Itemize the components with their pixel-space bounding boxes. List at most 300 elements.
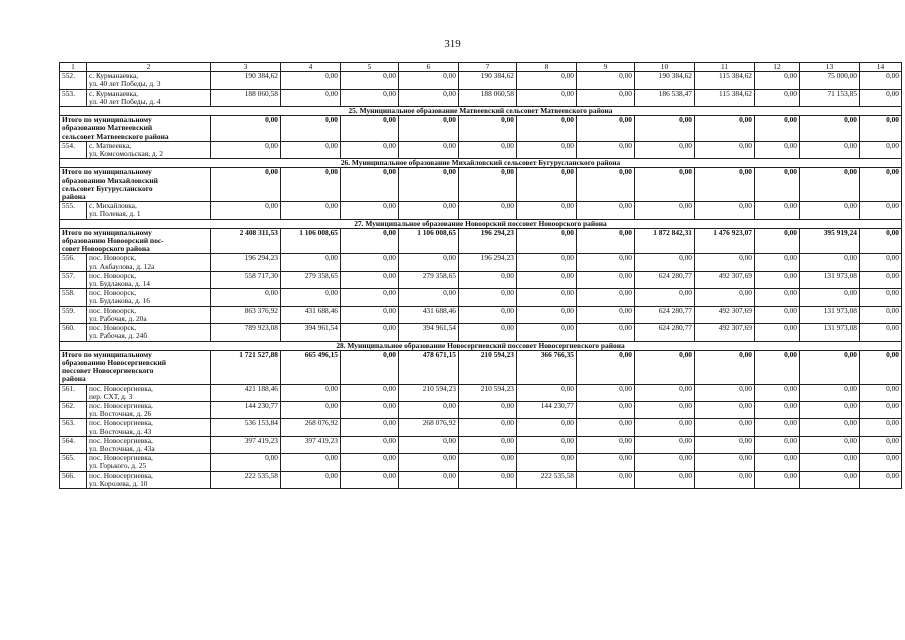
column-header: 6	[399, 63, 459, 72]
total-label-line: образованию Новоорский пос-	[62, 236, 164, 246]
value-cell: 0,00	[399, 471, 459, 488]
value-cell: 0,00	[800, 471, 860, 488]
value-cell: 0,00	[800, 419, 860, 436]
value-cell: 0,00	[399, 401, 459, 418]
total-value-cell: 0,00	[860, 168, 902, 202]
total-value-cell: 366 766,35	[517, 350, 577, 384]
total-value-cell: 0,00	[341, 168, 399, 202]
address-cell	[87, 141, 211, 158]
total-label	[60, 168, 211, 202]
address-cell	[87, 72, 211, 89]
column-header: 9	[577, 63, 635, 72]
value-cell: 0,00	[341, 471, 399, 488]
total-label-line: района	[62, 192, 86, 202]
value-cell: 0,00	[860, 324, 902, 341]
address-line: пос. Новосергиевка,	[89, 418, 153, 428]
address-cell	[87, 271, 211, 288]
value-cell: 0,00	[635, 384, 695, 401]
row-number: 552.	[60, 72, 87, 89]
address-line: пос. Новоорск,	[89, 271, 137, 280]
total-value-cell: 0,00	[341, 350, 399, 384]
total-value-cell: 0,00	[517, 228, 577, 254]
value-cell: 210 594,23	[399, 384, 459, 401]
value-cell: 0,00	[577, 271, 635, 288]
value-cell: 0,00	[755, 419, 800, 436]
value-cell: 0,00	[281, 454, 341, 471]
total-label-line: образованию Михайловский	[62, 175, 158, 185]
total-value-cell: 0,00	[517, 116, 577, 142]
value-cell: 492 307,69	[695, 324, 755, 341]
table-row	[60, 471, 902, 488]
total-label	[60, 350, 211, 384]
address-line: ул. 40 лет Победы, д. 3	[89, 79, 161, 89]
row-number: 559.	[60, 306, 87, 323]
address-line: ул. Горького, д. 25	[89, 461, 147, 471]
value-cell: 0,00	[341, 436, 399, 453]
address-cell	[87, 202, 211, 219]
address-cell	[87, 289, 211, 306]
total-value-cell: 0,00	[695, 168, 755, 202]
address-cell	[87, 324, 211, 341]
value-cell: 0,00	[211, 289, 281, 306]
column-header: 12	[755, 63, 800, 72]
address-line: ул. Полевая, д. 1	[89, 209, 141, 219]
column-header: 3	[211, 63, 281, 72]
value-cell: 0,00	[459, 202, 517, 219]
total-label-line: Итого по муниципальному	[62, 228, 152, 237]
total-value-cell: 0,00	[577, 116, 635, 142]
value-cell: 0,00	[800, 289, 860, 306]
column-header: 2	[87, 63, 211, 72]
value-cell: 0,00	[695, 141, 755, 158]
value-cell: 0,00	[860, 254, 902, 271]
address-cell	[87, 436, 211, 453]
value-cell: 0,00	[341, 89, 399, 106]
value-cell: 0,00	[860, 141, 902, 158]
value-cell: 0,00	[459, 454, 517, 471]
column-header: 1	[60, 63, 87, 72]
value-cell: 0,00	[755, 254, 800, 271]
address-cell	[87, 254, 211, 271]
value-cell: 0,00	[459, 324, 517, 341]
total-value-cell: 1 872 842,31	[635, 228, 695, 254]
value-cell: 0,00	[517, 419, 577, 436]
value-cell: 0,00	[860, 289, 902, 306]
value-cell: 536 153,84	[211, 419, 281, 436]
total-value-cell: 1 476 923,07	[695, 228, 755, 254]
total-row	[60, 350, 902, 384]
address-line: ул. Комсомольская, д. 2	[89, 149, 163, 159]
row-number: 558.	[60, 289, 87, 306]
value-cell: 0,00	[459, 419, 517, 436]
column-header: 7	[459, 63, 517, 72]
value-cell: 0,00	[860, 419, 902, 436]
total-value-cell: 0,00	[459, 168, 517, 202]
value-cell: 144 230,77	[211, 401, 281, 418]
value-cell: 0,00	[755, 141, 800, 158]
value-cell: 0,00	[517, 436, 577, 453]
value-cell: 0,00	[399, 254, 459, 271]
value-cell: 0,00	[800, 436, 860, 453]
value-cell: 0,00	[341, 384, 399, 401]
value-cell: 0,00	[281, 141, 341, 158]
total-label-line: сельсовет Матвеевского района	[62, 131, 169, 141]
total-value-cell: 0,00	[695, 116, 755, 142]
address-line: пос. Новосергиевка,	[89, 401, 153, 410]
value-cell: 0,00	[281, 72, 341, 89]
value-cell: 0,00	[577, 202, 635, 219]
total-label-line: Итого по муниципальному	[62, 350, 152, 359]
value-cell: 0,00	[635, 254, 695, 271]
total-value-cell: 0,00	[800, 350, 860, 384]
value-cell: 0,00	[341, 141, 399, 158]
value-cell: 0,00	[635, 141, 695, 158]
total-value-cell: 0,00	[211, 116, 281, 142]
total-label	[60, 116, 211, 142]
value-cell: 0,00	[755, 289, 800, 306]
value-cell: 0,00	[577, 289, 635, 306]
column-header: 5	[341, 63, 399, 72]
address-cell	[87, 471, 211, 488]
column-number-row	[60, 63, 902, 72]
table-row	[60, 419, 902, 436]
value-cell: 0,00	[860, 72, 902, 89]
address-line: пос. Новоорск,	[89, 306, 137, 315]
value-cell: 0,00	[341, 401, 399, 418]
value-cell: 0,00	[517, 324, 577, 341]
address-line: ул. Рабочая, д. 24б	[89, 331, 148, 341]
value-cell: 492 307,69	[695, 271, 755, 288]
value-cell: 0,00	[341, 306, 399, 323]
row-number: 562.	[60, 401, 87, 418]
section-title: 26. Муниципальное образование Михайловский сельсовет Бугурусланского района	[60, 159, 902, 168]
total-value-cell: 0,00	[459, 116, 517, 142]
total-value-cell: 0,00	[577, 350, 635, 384]
value-cell: 131 973,08	[800, 271, 860, 288]
row-number: 564.	[60, 436, 87, 453]
value-cell: 0,00	[577, 72, 635, 89]
address-line: пос. Новоорск,	[89, 288, 137, 298]
value-cell: 0,00	[517, 384, 577, 401]
address-line: пос. Новосергиевка,	[89, 453, 153, 463]
value-cell: 0,00	[281, 89, 341, 106]
section-heading-row	[60, 341, 902, 350]
table-row	[60, 289, 902, 306]
section-heading-row	[60, 219, 902, 228]
value-cell: 0,00	[517, 454, 577, 471]
value-cell: 0,00	[517, 289, 577, 306]
value-cell: 0,00	[577, 419, 635, 436]
value-cell: 624 280,77	[635, 306, 695, 323]
row-number: 555.	[60, 202, 87, 219]
value-cell: 0,00	[860, 436, 902, 453]
value-cell: 0,00	[281, 202, 341, 219]
value-cell: 0,00	[517, 271, 577, 288]
value-cell: 0,00	[517, 202, 577, 219]
total-row	[60, 116, 902, 142]
value-cell: 0,00	[755, 89, 800, 106]
total-label-line: поссовет Новосергиевского	[62, 366, 154, 376]
value-cell: 0,00	[695, 384, 755, 401]
address-line: ул. Восточная, д. 43	[89, 426, 152, 436]
value-cell: 0,00	[755, 454, 800, 471]
value-cell: 0,00	[695, 289, 755, 306]
total-value-cell: 2 408 311,53	[211, 228, 281, 254]
value-cell: 0,00	[399, 141, 459, 158]
address-line: с. Матвеевка,	[89, 141, 131, 150]
value-cell: 0,00	[695, 471, 755, 488]
value-cell: 0,00	[755, 436, 800, 453]
table-body	[60, 72, 902, 489]
address-line: с. Курманаевка,	[89, 89, 139, 98]
column-header: 8	[517, 63, 577, 72]
total-value-cell: 0,00	[211, 168, 281, 202]
table-row	[60, 436, 902, 453]
row-number: 556.	[60, 254, 87, 271]
row-number: 554.	[60, 141, 87, 158]
value-cell: 0,00	[577, 454, 635, 471]
value-cell: 0,00	[755, 306, 800, 323]
value-cell: 0,00	[399, 89, 459, 106]
value-cell: 624 280,77	[635, 271, 695, 288]
value-cell: 0,00	[755, 401, 800, 418]
value-cell: 222 535,58	[517, 471, 577, 488]
value-cell: 0,00	[459, 436, 517, 453]
total-value-cell: 0,00	[399, 116, 459, 142]
section-title: 27. Муниципальное образование Новоорский поссовет Новоорского района	[60, 219, 902, 228]
value-cell: 0,00	[517, 89, 577, 106]
total-value-cell: 0,00	[577, 228, 635, 254]
address-cell	[87, 454, 211, 471]
total-value-cell: 0,00	[281, 168, 341, 202]
value-cell: 431 688,46	[281, 306, 341, 323]
value-cell: 0,00	[399, 289, 459, 306]
value-cell: 144 230,77	[517, 401, 577, 418]
value-cell: 115 384,62	[695, 89, 755, 106]
address-line: пос. Новосергиевка,	[89, 436, 153, 445]
data-table	[59, 62, 902, 489]
section-title: 28. Муниципальное образование Новосергиевский поссовет Новосергиевского района	[60, 341, 902, 350]
address-line: ул. Королева, д. 10	[89, 478, 148, 488]
address-line: ул. Будлакова, д. 16	[89, 296, 150, 306]
table-row	[60, 454, 902, 471]
total-value-cell: 1 106 008,65	[281, 228, 341, 254]
value-cell: 279 358,65	[399, 271, 459, 288]
row-number: 563.	[60, 419, 87, 436]
value-cell: 0,00	[341, 271, 399, 288]
value-cell: 0,00	[517, 254, 577, 271]
total-value-cell: 0,00	[399, 168, 459, 202]
value-cell: 0,00	[281, 254, 341, 271]
section-heading-row	[60, 159, 902, 168]
value-cell: 210 594,23	[459, 384, 517, 401]
address-cell	[87, 306, 211, 323]
section-heading-row	[60, 107, 902, 116]
total-value-cell: 0,00	[635, 168, 695, 202]
column-header: 11	[695, 63, 755, 72]
value-cell: 0,00	[341, 202, 399, 219]
address-line: пос. Новосергиевка,	[89, 384, 153, 393]
value-cell: 0,00	[577, 89, 635, 106]
address-cell	[87, 384, 211, 401]
total-value-cell: 0,00	[577, 168, 635, 202]
total-value-cell: 395 919,24	[800, 228, 860, 254]
column-header: 10	[635, 63, 695, 72]
value-cell: 131 973,08	[800, 324, 860, 341]
total-value-cell: 0,00	[860, 228, 902, 254]
value-cell: 0,00	[860, 271, 902, 288]
total-value-cell: 196 294,23	[459, 228, 517, 254]
value-cell: 421 188,46	[211, 384, 281, 401]
value-cell: 0,00	[399, 454, 459, 471]
row-number: 553.	[60, 89, 87, 106]
value-cell: 190 384,62	[459, 72, 517, 89]
value-cell: 397 419,23	[211, 436, 281, 453]
table-row	[60, 271, 902, 288]
total-value-cell: 0,00	[755, 116, 800, 142]
value-cell: 0,00	[211, 141, 281, 158]
address-line: пос. Новосергиевка,	[89, 471, 153, 480]
row-number: 566.	[60, 471, 87, 488]
address-line: ул. 40 лет Победы, д. 4	[89, 96, 161, 106]
value-cell: 188 060,58	[211, 89, 281, 106]
address-line: ул. Будлакова, д. 14	[89, 279, 150, 289]
table-row	[60, 141, 902, 158]
value-cell: 0,00	[459, 271, 517, 288]
column-header: 13	[800, 63, 860, 72]
table-row	[60, 72, 902, 89]
value-cell: 190 384,62	[211, 72, 281, 89]
table-row	[60, 202, 902, 219]
value-cell: 0,00	[281, 401, 341, 418]
address-cell	[87, 89, 211, 106]
value-cell: 0,00	[399, 72, 459, 89]
value-cell: 0,00	[695, 454, 755, 471]
total-label	[60, 228, 211, 254]
value-cell: 0,00	[695, 401, 755, 418]
column-header: 14	[860, 63, 902, 72]
total-value-cell: 1 721 527,88	[211, 350, 281, 384]
value-cell: 0,00	[281, 289, 341, 306]
value-cell: 0,00	[635, 454, 695, 471]
value-cell: 0,00	[755, 271, 800, 288]
value-cell: 0,00	[211, 454, 281, 471]
value-cell: 0,00	[577, 401, 635, 418]
address-line: пос. Новоорск,	[89, 253, 137, 263]
value-cell: 0,00	[459, 141, 517, 158]
address-line: с. Курманаевка,	[89, 71, 139, 81]
table-row	[60, 254, 902, 271]
value-cell: 115 384,62	[695, 72, 755, 89]
total-value-cell: 0,00	[635, 116, 695, 142]
value-cell: 0,00	[635, 202, 695, 219]
table-row	[60, 306, 902, 323]
total-value-cell: 0,00	[341, 228, 399, 254]
value-cell: 75 000,00	[800, 72, 860, 89]
value-cell: 789 923,08	[211, 324, 281, 341]
value-cell: 0,00	[341, 254, 399, 271]
total-label-line: образованию Матвеевский	[62, 123, 153, 133]
address-line: ул. Восточная, д. 43а	[89, 443, 155, 453]
value-cell: 0,00	[517, 141, 577, 158]
value-cell: 0,00	[800, 401, 860, 418]
total-value-cell: 0,00	[800, 168, 860, 202]
value-cell: 0,00	[281, 471, 341, 488]
value-cell: 0,00	[635, 471, 695, 488]
row-number: 565.	[60, 454, 87, 471]
total-value-cell: 0,00	[755, 350, 800, 384]
value-cell: 0,00	[577, 254, 635, 271]
total-value-cell: 0,00	[281, 116, 341, 142]
value-cell: 394 961,54	[281, 324, 341, 341]
value-cell: 863 376,92	[211, 306, 281, 323]
total-label-line: образованию Новосергиевский	[62, 357, 167, 367]
value-cell: 0,00	[860, 454, 902, 471]
value-cell: 0,00	[860, 471, 902, 488]
column-header: 4	[281, 63, 341, 72]
value-cell: 0,00	[755, 471, 800, 488]
table-row	[60, 324, 902, 341]
table-row	[60, 89, 902, 106]
value-cell: 268 076,92	[399, 419, 459, 436]
total-value-cell: 0,00	[800, 116, 860, 142]
value-cell: 0,00	[577, 324, 635, 341]
value-cell: 186 538,47	[635, 89, 695, 106]
value-cell: 0,00	[341, 289, 399, 306]
address-cell	[87, 401, 211, 418]
value-cell: 431 688,46	[399, 306, 459, 323]
value-cell: 0,00	[635, 401, 695, 418]
value-cell: 0,00	[577, 306, 635, 323]
value-cell: 0,00	[459, 306, 517, 323]
row-number: 560.	[60, 324, 87, 341]
value-cell: 196 294,23	[211, 254, 281, 271]
total-value-cell: 0,00	[695, 350, 755, 384]
value-cell: 0,00	[635, 436, 695, 453]
value-cell: 0,00	[459, 471, 517, 488]
total-value-cell: 0,00	[755, 228, 800, 254]
total-label-line: совет Новоорского района	[62, 244, 150, 254]
row-number: 561.	[60, 384, 87, 401]
total-value-cell: 0,00	[517, 168, 577, 202]
address-line: ул. Рабочая, д. 20а	[89, 313, 147, 323]
value-cell: 190 384,62	[635, 72, 695, 89]
value-cell: 0,00	[800, 384, 860, 401]
total-value-cell: 0,00	[860, 116, 902, 142]
total-value-cell: 0,00	[341, 116, 399, 142]
value-cell: 0,00	[459, 289, 517, 306]
value-cell: 624 280,77	[635, 324, 695, 341]
value-cell: 0,00	[695, 202, 755, 219]
section-title: 25. Муниципальное образование Матвеевский сельсовет Матвеевского района	[60, 107, 902, 116]
value-cell: 0,00	[800, 454, 860, 471]
total-value-cell: 210 594,23	[459, 350, 517, 384]
total-value-cell: 0,00	[860, 350, 902, 384]
total-value-cell: 0,00	[635, 350, 695, 384]
value-cell: 0,00	[577, 384, 635, 401]
table-row	[60, 384, 902, 401]
value-cell: 558 717,30	[211, 271, 281, 288]
value-cell: 0,00	[459, 401, 517, 418]
total-label-line: района	[62, 374, 86, 384]
total-value-cell: 478 671,15	[399, 350, 459, 384]
value-cell: 0,00	[281, 384, 341, 401]
address-line: с. Михайловка,	[89, 201, 137, 211]
value-cell: 0,00	[577, 436, 635, 453]
value-cell: 268 076,92	[281, 419, 341, 436]
value-cell: 0,00	[517, 306, 577, 323]
total-value-cell: 0,00	[755, 168, 800, 202]
